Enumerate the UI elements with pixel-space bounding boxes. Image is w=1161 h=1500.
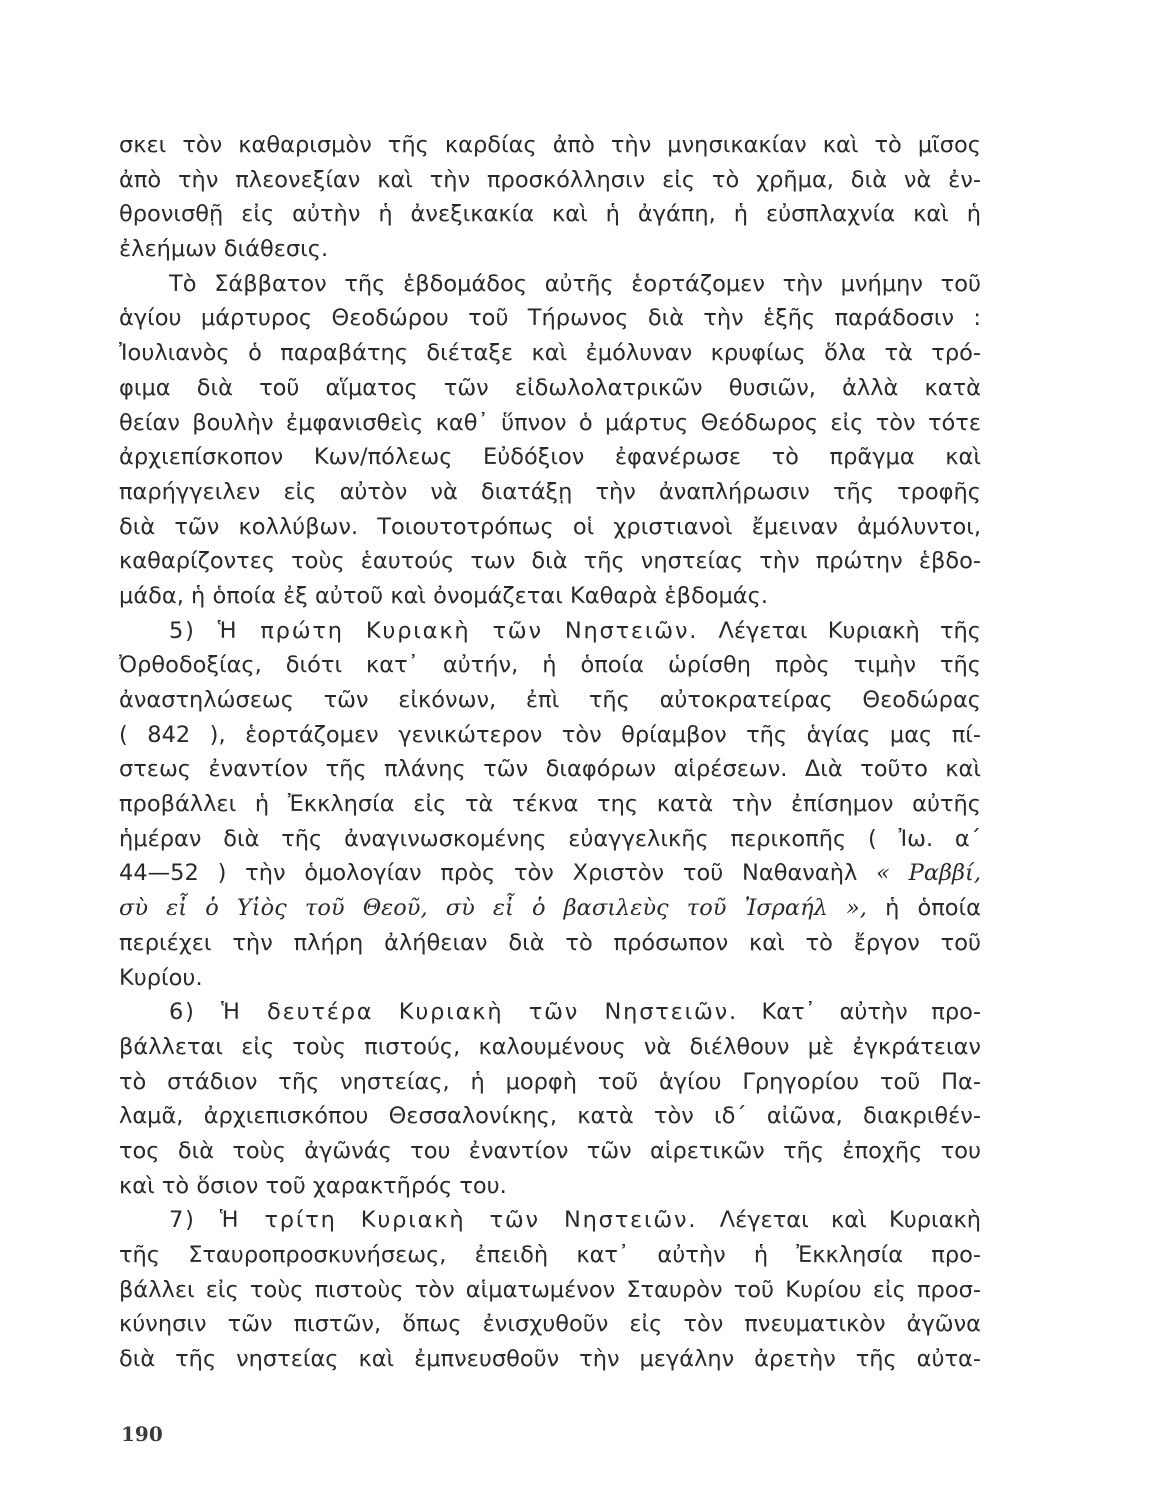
text-line: καθαρίζοντες τοὺς ἑαυτούς των διὰ τῆς νηστείας τὴν πρώτην ἑβδο- <box>119 548 981 575</box>
text-line: καὶ τὸ ὅσιον τοῦ χαρακτῆρός του. <box>119 1172 507 1199</box>
text-line: Ἰουλιανὸς ὁ παραβάτης διέταξε καὶ ἐμόλυναν κρυφίως ὅλα τὰ τρό- <box>119 340 981 367</box>
text-line: Τὸ Σάββατον τῆς ἑβδομάδος αὐτῆς ἑορτάζομεν τὴν μνήμην τοῦ <box>169 270 981 297</box>
page-body-text <box>119 128 981 1377</box>
text-line: διὰ τῆς νηστείας καὶ ἐμπνευσθοῦν τὴν μεγάλην ἀρετὴν τῆς αὐτα- <box>119 1346 981 1373</box>
text-line: στεως ἐναντίον τῆς πλάνης τῶν διαφόρων αἱρέσεων. Διὰ τοῦτο καὶ <box>119 756 981 783</box>
quote-text: σὺ εἶ ὁ Υἱὸς τοῦ Θεοῦ, σὺ εἶ ὁ βασιλεὺς τοῦ Ἰσραήλ », <box>119 895 867 922</box>
text-line: προβάλλει ἡ Ἐκκλησία εἰς τὰ τέκνα της κατὰ τὴν ἐπίσημον αὐτῆς <box>119 791 981 818</box>
section-6-heading-line <box>119 995 981 1030</box>
text-line: θείαν βουλὴν ἐμφανισθεὶς καθ᾽ ὕπνον ὁ μάρτυς Θεόδωρος εἰς τὸν τότε <box>119 409 981 436</box>
text-line: ἡμέραν διὰ τῆς ἀναγινωσκομένης εὐαγγελικῆς περικοπῆς ( Ἰω. α΄ <box>119 825 981 852</box>
text-line: τῆς Σταυροπροσκυνήσεως, ἐπειδὴ κατ᾽ αὐτὴν ἡ Ἐκκλησία προ- <box>119 1242 981 1268</box>
text-line: παρήγγειλεν εἰς αὐτὸν νὰ διατάξῃ τὴν ἀναπλήρωσιν τῆς τροφῆς <box>119 478 981 505</box>
text-line: Ὀρθοδοξίας, διότι κατ᾽ αὐτήν, ἡ ὁποία ὡρίσθη πρὸς τιμὴν τῆς <box>119 652 981 679</box>
text-line: ( 842 ), ἑορτάζομεν γενικώτερον τὸν θρίαμβον τῆς ἁγίας μας πί- <box>119 721 981 748</box>
text-line: βάλλεται εἰς τοὺς πιστούς, καλουμένους νὰ διέλθουν μὲ ἐγκράτειαν <box>119 1033 981 1060</box>
text-line: μάδα, ἡ ὁποία ἐξ αὐτοῦ καὶ ὀνομάζεται Καθαρὰ ἑβδομάς. <box>119 582 768 609</box>
text-line: λαμᾶ, ἀρχιεπισκόπου Θεσσαλονίκης, κατὰ τὸν ιδ΄ αἰῶνα, διακριθέν- <box>119 1103 981 1130</box>
page-number: 190 <box>121 1422 163 1446</box>
text-line: ἀναστηλώσεως τῶν εἰκόνων, ἐπὶ τῆς αὐτοκρατείρας Θεοδώρας <box>119 687 981 713</box>
text-line: ἀρχιεπίσκοπον Κων/πόλεως Εὐδόξιον ἐφανέρωσε τὸ πρᾶγμα καὶ <box>119 444 981 471</box>
section-6-heading: 6) Ἡ δευτέρα Κυριακὴ τῶν Νηστειῶν. <box>169 999 738 1026</box>
text-line: περιέχει τὴν πλήρη ἀλήθειαν διὰ τὸ πρόσωπον καὶ τὸ ἔργον τοῦ <box>119 929 981 956</box>
text-line: φιμα διὰ τοῦ αἵματος τῶν εἰδωλολατρικῶν θυσιῶν, ἀλλὰ κατὰ <box>119 374 981 401</box>
section-6-heading-rest: Κατ᾽ αὐτὴν προ- <box>761 999 981 1026</box>
text-line: ἀπὸ τὴν πλεονεξίαν καὶ τὴν προσκόλλησιν εἰς τὸ χρῆμα, διὰ νὰ ἐν- <box>119 166 981 193</box>
quote-text: « Ραββί, <box>876 860 982 887</box>
text-line: ἁγίου μάρτυρος Θεοδώρου τοῦ Τήρωνος διὰ τὴν ἑξῆς παράδοσιν : <box>119 305 981 332</box>
text-line: ἐλεήμων διάθεσις. <box>119 236 329 263</box>
section-7-heading-line <box>119 1203 981 1238</box>
section-7-heading-rest: Λέγεται καὶ Κυριακὴ <box>719 1207 982 1234</box>
quote-line <box>119 891 981 926</box>
text-line: κύνησιν τῶν πιστῶν, ὅπως ἐνισχυθοῦν εἰς τὸν πνευματικὸν ἀγῶνα <box>119 1311 981 1338</box>
text-line: τὸ στάδιον τῆς νηστείας, ἡ μορφὴ τοῦ ἁγίου Γρηγορίου τοῦ Πα- <box>119 1068 981 1095</box>
citation-text: 44—52 ) τὴν ὁμολογίαν πρὸς τὸν Χριστὸν τοῦ Ναθαναὴλ <box>119 860 858 887</box>
text-line: θρονισθῇ εἰς αὐτὴν ἡ ἀνεξικακία καὶ ἡ ἀγάπη, ἡ εὐσπλαχνία καὶ ἡ <box>119 201 981 228</box>
text-line: Κυρίου. <box>119 964 203 991</box>
text-line: σκει τὸν καθαρισμὸν τῆς καρδίας ἀπὸ τὴν μνησικακίαν καὶ τὸ μῖσος <box>119 132 981 158</box>
text-line: διὰ τῶν κολλύβων. Τοιουτοτρόπως οἱ χριστιανοὶ ἔμειναν ἀμόλυντοι, <box>119 513 981 540</box>
section-5-heading-rest: Λέγεται Κυριακὴ τῆς <box>718 617 981 644</box>
section-7-heading: 7) Ἡ τρίτη Κυριακὴ τῶν Νηστειῶν. <box>169 1207 698 1234</box>
section-5-heading-line <box>119 614 981 649</box>
after-quote-text: ἡ ὁποία <box>885 895 982 922</box>
text-line: τος διὰ τοὺς ἀγῶνάς του ἐναντίον τῶν αἱρετικῶν τῆς ἐποχῆς του <box>119 1137 981 1164</box>
section-5-heading: 5) Ἡ πρώτη Κυριακὴ τῶν Νηστειῶν. <box>169 617 699 644</box>
text-line: βάλλει εἰς τοὺς πιστοὺς τὸν αἱματωμένον Σταυρὸν τοῦ Κυρίου εἰς προσ- <box>119 1276 981 1303</box>
citation-line <box>119 856 981 891</box>
